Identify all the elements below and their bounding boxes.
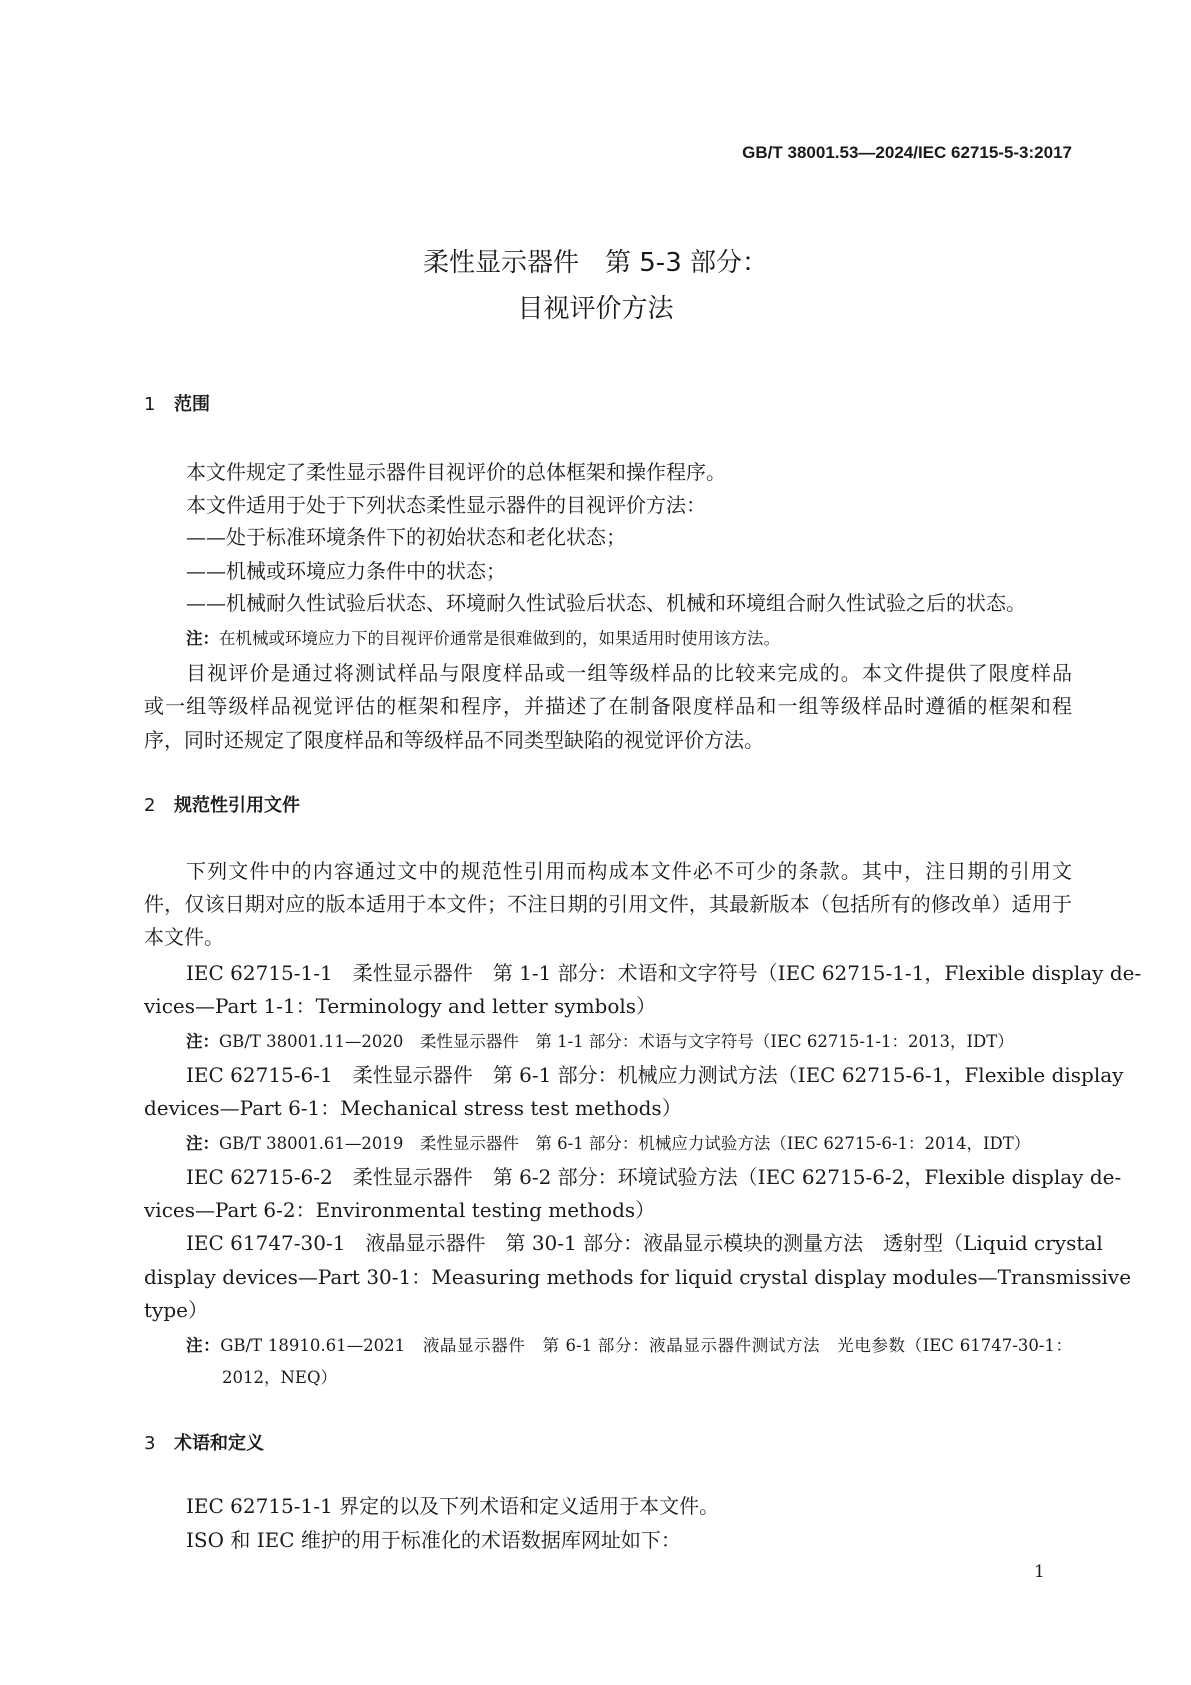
reference-line: IEC 62715-1-1 柔性显示器件 第 1-1 部分：术语和文字符号（IEC 62715-1-1，Flexible display de- [186, 961, 1142, 985]
note-label: 注： [186, 629, 219, 648]
section-title: 规范性引用文件 [174, 795, 300, 816]
note [186, 1132, 1030, 1156]
section-number: 1 [144, 394, 156, 415]
reference-line: IEC 62715-6-2 柔性显示器件 第 6-2 部分：环境试验方法（IEC 62715-6-2，Flexible display de- [186, 1165, 1122, 1189]
section-2-heading [144, 795, 300, 817]
reference-line: IEC 61747-30-1 液晶显示器件 第 30-1 部分：液晶显示模块的测量方法 透射型（Liquid crystal [186, 1231, 1103, 1255]
note-text: 在机械或环境应力下的目视评价通常是很难做到的，如果适用时使用该方法。 [219, 629, 780, 648]
section-number: 2 [144, 795, 156, 816]
paragraph-line: 本文件。 [144, 925, 224, 949]
reference-line: IEC 62715-6-1 柔性显示器件 第 6-1 部分：机械应力测试方法（IEC 62715-6-1，Flexible display [186, 1063, 1124, 1087]
section-1-heading [144, 394, 210, 416]
note-text: GB/T 38001.61—2019 柔性显示器件 第 6-1 部分：机械应力试验方法（IEC 62715-6-1：2014，IDT） [219, 1134, 1031, 1153]
reference-line: vices—Part 6-2：Environmental testing methods） [144, 1198, 656, 1222]
list-item: ——机械耐久性试验后状态、环境耐久性试验后状态、机械和环境组合耐久性试验之后的状态。 [186, 591, 1026, 615]
reference-line: vices—Part 1-1：Terminology and letter symbols） [144, 994, 657, 1018]
standard-number-header: GB/T 38001.53—2024/IEC 62715-5-3:2017 [742, 143, 1072, 162]
section-title: 术语和定义 [174, 1433, 264, 1454]
page-number: 1 [1034, 1562, 1045, 1582]
note-label: 注： [186, 1336, 221, 1355]
list-item: ——机械或环境应力条件中的状态； [186, 559, 506, 583]
paragraph-line: 本文件适用于处于下列状态柔性显示器件的目视评价方法： [186, 493, 706, 517]
paragraph-line: IEC 62715-1-1 界定的以及下列术语和定义适用于本文件。 [186, 1494, 720, 1518]
list-item: ——处于标准环境条件下的初始状态和老化状态； [186, 525, 626, 549]
section-number: 3 [144, 1433, 156, 1454]
reference-line: devices—Part 6-1：Mechanical stress test methods） [144, 1096, 682, 1120]
paragraph-line: 本文件规定了柔性显示器件目视评价的总体框架和操作程序。 [186, 460, 726, 484]
paragraph-line: 目视评价是通过将测试样品与限度样品或一组等级样品的比较来完成的。本文件提供了限度样品 [186, 661, 1072, 685]
note [186, 627, 780, 651]
paragraph-line: 序，同时还规定了限度样品和等级样品不同类型缺陷的视觉评价方法。 [144, 728, 764, 752]
reference-line: type） [144, 1298, 208, 1322]
note-text: GB/T 38001.11—2020 柔性显示器件 第 1-1 部分：术语与文字符号（IEC 62715-1-1：2013，IDT） [219, 1032, 1014, 1051]
paragraph-line: ISO 和 IEC 维护的用于标准化的术语数据库网址如下： [186, 1528, 681, 1552]
document-title: 柔性显示器件 第 5-3 部分： [423, 248, 768, 278]
note-text: GB/T 18910.61—2021 液晶显示器件 第 6-1 部分：液晶显示器件测试方法 光电参数（IEC 61747-30-1： [220, 1336, 1072, 1355]
paragraph-line: 下列文件中的内容通过文中的规范性引用而构成本文件必不可少的条款。其中，注日期的引用文 [186, 859, 1072, 883]
paragraph-line: 件，仅该日期对应的版本适用于本文件；不注日期的引用文件，其最新版本（包括所有的修改单）适用于 [144, 892, 1072, 916]
paragraph-line: 或一组等级样品视觉评估的框架和程序，并描述了在制备限度样品和一组等级样品时遵循的框架和程 [144, 694, 1072, 718]
note-label: 注： [186, 1032, 219, 1051]
document-subtitle: 目视评价方法 [517, 294, 674, 324]
note [186, 1030, 1014, 1054]
section-3-heading [144, 1433, 264, 1455]
note [186, 1334, 1072, 1358]
note-label: 注： [186, 1134, 219, 1153]
reference-line: display devices—Part 30-1：Measuring methods for liquid crystal display modules—Transmissive [144, 1265, 1132, 1289]
section-title: 范围 [174, 394, 210, 415]
note-continuation: 2012，NEQ） [222, 1368, 338, 1387]
